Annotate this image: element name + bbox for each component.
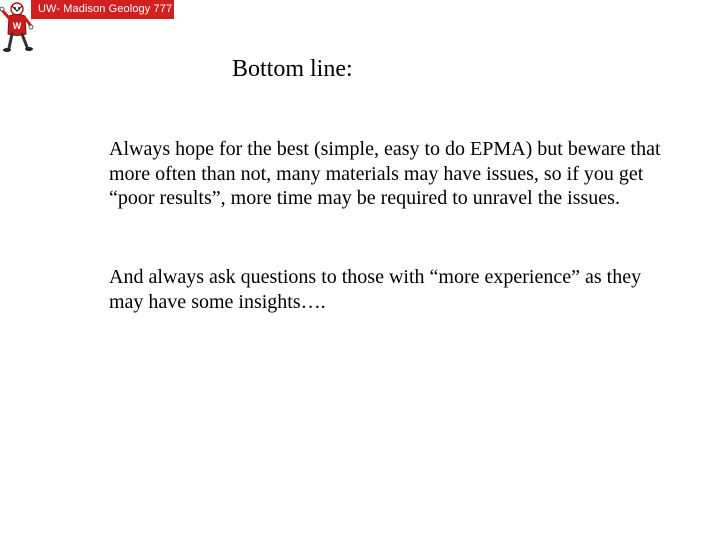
slide-title: Bottom line:: [232, 56, 353, 82]
svg-text:W: W: [12, 21, 22, 31]
body-paragraph-2: And always ask questions to those with “more experience” as they may have some insights….: [109, 266, 642, 313]
course-banner: UW- Madison Geology 777: [31, 0, 174, 19]
body-paragraph-1: Always hope for the best (simple, easy to do EPMA) but beware that more often than not, many materials may have issues, so if you get “poor results”, more time may be required to unravel the issues.: [109, 138, 661, 209]
badger-mascot-icon: [0, 0, 34, 58]
